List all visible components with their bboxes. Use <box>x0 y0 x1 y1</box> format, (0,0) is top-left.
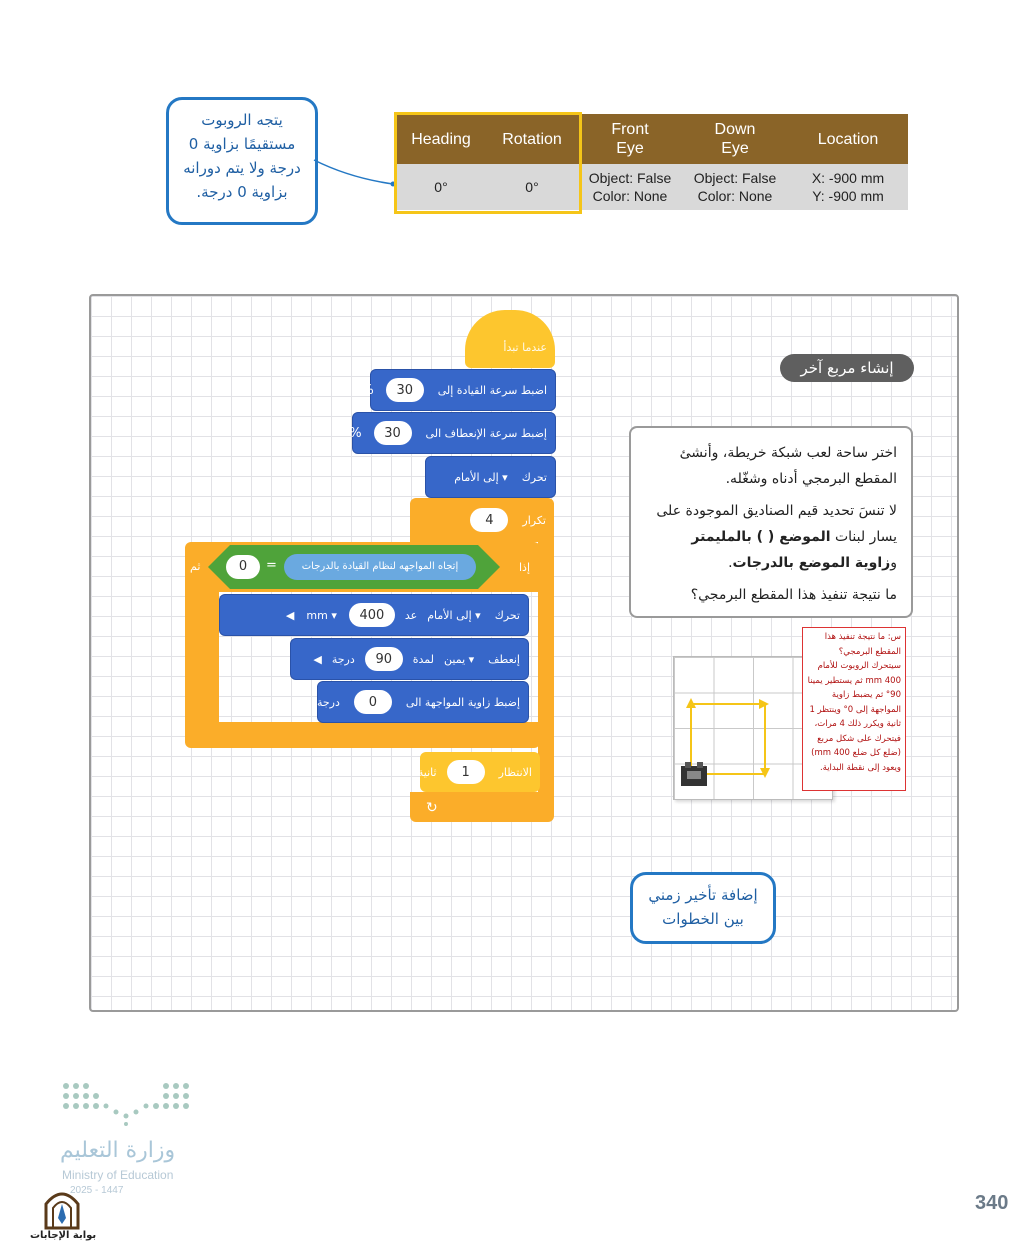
table-header-heading: Heading <box>396 114 486 164</box>
move-forward-distance-block[interactable]: تحرك ▾ إلى الأمام عد 400 ▾ mm ◀ <box>219 594 529 636</box>
task-paragraph: اختر ساحة لعب شبكة خريطة، وأنشئ المقطع البرمجي أدناه وشغّله. <box>679 445 897 487</box>
table-header-location: Location <box>788 114 908 164</box>
ministry-name-english: Ministry of Education <box>62 1168 174 1182</box>
turn-expand-arrow-icon[interactable]: ◀ <box>313 652 322 666</box>
callout-line: درجة ولا يتم دورانه <box>183 159 301 177</box>
turn-speed-input[interactable]: 30 <box>374 421 412 445</box>
table-cell-rotation: 0° <box>486 164 578 210</box>
handwritten-answer-box: س: ما نتيجة تنفيذ هذا المقطع البرمجي؟ سيتحرك الروبوت للأمام 400 mm ثم يستطير يمينا 90° ثم يضبط زاوية المواجهة إلى 0° وينتظر 1 ثانية ويكرر ذلك 4 مرات، فيتحرك على شكل مربع (ضلع كل ضلع 400 mm) ويعود إلى نقطة البداية. <box>802 627 906 791</box>
ministry-logo-dots <box>60 1080 200 1130</box>
drive-direction-dropdown[interactable]: ▾ إلى الأمام <box>454 470 508 484</box>
callout-line: إضافة تأخير زمني <box>648 886 758 904</box>
wait-block[interactable]: الانتظار 1 ثانية <box>420 752 540 792</box>
task-paragraph: لا تنسَ تحديد قيم الصناديق الموجودة على يسار لبنات الموضع ( ) بالمليمتر وزاوية الموضع بالدرجات. <box>656 503 897 571</box>
move-unit-dropdown[interactable]: ▾ mm <box>306 608 337 622</box>
callout-line: بين الخطوات <box>662 910 744 928</box>
set-heading-block[interactable]: إضبط زاوية المواجهة الى 0 درجة <box>317 681 529 723</box>
table-cell-location: X: -900 mm Y: -900 mm <box>788 164 908 210</box>
if-block-arm <box>185 590 219 722</box>
table-header-rotation: Rotation <box>486 114 578 164</box>
when-started-hat-block[interactable]: عندما تبدأ <box>465 310 555 368</box>
equals-sign: = <box>266 558 277 573</box>
task-instructions-box <box>629 426 913 618</box>
loop-arrow-icon: ↻ <box>426 800 438 816</box>
repeat-count-input[interactable]: 4 <box>470 508 508 532</box>
turn-direction-dropdown[interactable]: ▾ يمين <box>444 652 475 666</box>
set-turn-speed-block[interactable]: إضبط سرعة الإنعطاف الى 30 % <box>352 412 556 454</box>
table-header-front-eye: Front Eye <box>578 114 682 164</box>
answers-gate-label: بوابة الإجابات <box>30 1230 97 1241</box>
if-block[interactable]: إذا <box>185 542 540 592</box>
set-heading-input[interactable]: 0 <box>354 690 392 714</box>
ministry-year: 2025 - 1447 <box>70 1185 124 1196</box>
move-direction-dropdown[interactable]: ▾ إلى الأمام <box>427 608 481 622</box>
set-drive-speed-block[interactable]: اضبط سرعة القيادة إلى 30 % <box>370 369 556 411</box>
drive-speed-input[interactable]: 30 <box>386 378 424 402</box>
section-heading-pill: إنشاء مربع آخر <box>780 354 914 382</box>
callout-line: مستقيمًا بزاوية 0 <box>188 135 296 153</box>
task-question: ما نتيجة تنفيذ هذا المقطع البرمجي؟ <box>690 587 897 603</box>
table-cell-down-eye: Object: False Color: None <box>682 164 788 210</box>
heading-rotation-highlight <box>394 112 582 214</box>
answers-gate-logo-icon <box>40 1186 84 1230</box>
heading-sensor-reporter[interactable]: إتجاه المواجهه لنظام القيادة بالدرجات <box>284 554 476 580</box>
turn-degrees-input[interactable]: 90 <box>365 647 403 671</box>
ministry-name-arabic: وزارة التعليم <box>60 1138 176 1163</box>
table-cell-heading: 0° <box>396 164 486 210</box>
delay-callout <box>630 872 776 944</box>
callout-line: بزاوية 0 درجة. <box>196 183 288 201</box>
callout-line: يتجه الروبوت <box>201 111 283 129</box>
robot-icon <box>681 762 707 786</box>
table-cell-front-eye: Object: False Color: None <box>578 164 682 210</box>
table-header-down-eye: Down Eye <box>682 114 788 164</box>
repeat-block-arm <box>538 540 554 802</box>
condition-value-input[interactable]: 0 <box>226 555 260 579</box>
repeat-block[interactable]: تكرار 4 <box>410 498 554 542</box>
drive-forward-block[interactable]: تحرك ▾ إلى الأمام <box>425 456 556 498</box>
if-block-bottom <box>185 722 540 748</box>
then-label: ثم <box>190 560 201 573</box>
page-number: 340 <box>975 1192 1009 1214</box>
move-expand-arrow-icon[interactable]: ◀ <box>285 608 295 622</box>
turn-right-block[interactable]: إنعطف ▾ يمين لمدة 90 درجة ◀ <box>290 638 529 680</box>
move-distance-input[interactable]: 400 <box>349 603 395 627</box>
wait-seconds-input[interactable]: 1 <box>447 760 485 784</box>
